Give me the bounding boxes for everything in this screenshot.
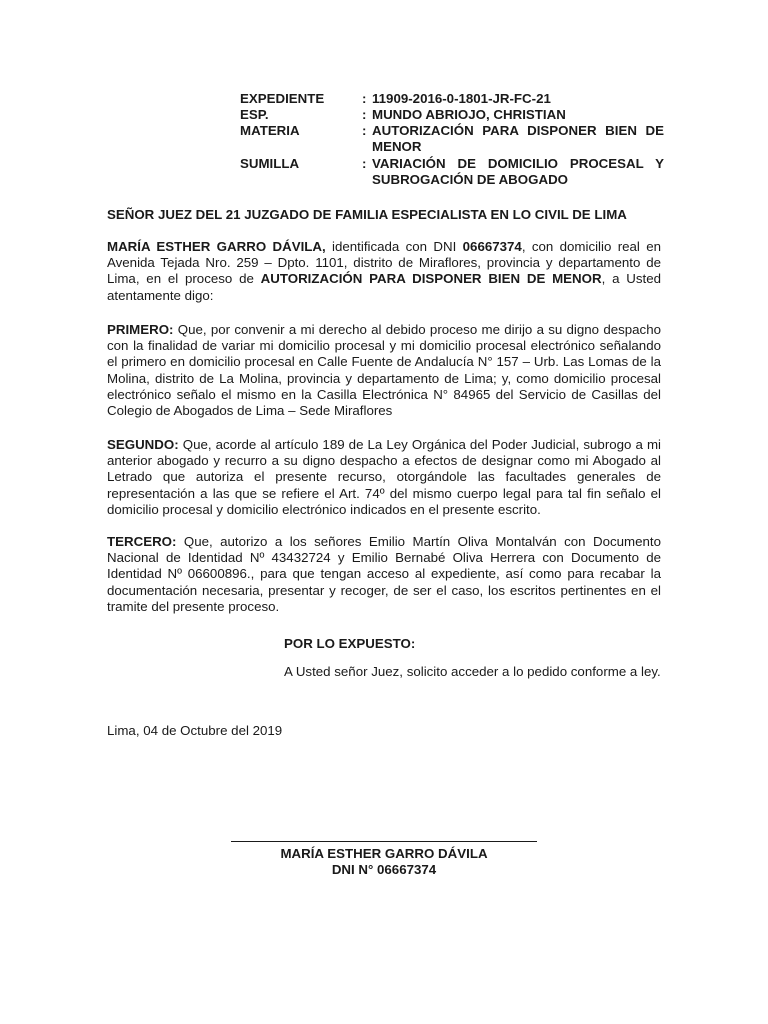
header-value: VARIACIÓN DE DOMICILIO PROCESAL Y SUBROGACIÓN DE ABOGADO: [372, 156, 664, 187]
paragraph-text: Que, autorizo a los señores Emilio Martín Oliva Montalván con Documento Nacional de Identidad Nº 43432724 y Emilio Bernabé Oliva Herrera con Documento de Identidad Nº 06600896., para que tengan acceso al expediente, así como para recabar la documentación necesaria, presentar y recoger, de ser el caso, los escritos pertinentes en el tramite del presente proceso.: [107, 534, 661, 614]
header-row-sumilla: [240, 156, 664, 188]
paragraph-segundo: [107, 437, 661, 518]
date-line: Lima, 04 de Octubre del 2019: [107, 723, 283, 738]
header-value: MUNDO ABRIOJO, CHRISTIAN: [372, 107, 566, 122]
header-row-expediente: [240, 91, 664, 107]
paragraph-heading: SEGUNDO:: [107, 437, 179, 452]
intro-text: , a Usted atentamente digo:: [107, 271, 661, 303]
header-row-materia: [240, 123, 664, 155]
header-label: ESP.: [240, 107, 269, 122]
intro-paragraph: [107, 239, 661, 304]
header-colon: :: [362, 91, 367, 106]
signature-dni: DNI N° 06667374: [331, 862, 437, 877]
header-colon: :: [362, 107, 367, 122]
header-label: SUMILLA: [240, 156, 300, 171]
header-value: AUTORIZACIÓN PARA DISPONER BIEN DE MENOR: [372, 123, 664, 154]
paragraph-text: Que, por convenir a mi derecho al debido proceso me dirijo a su digno despacho con la finalidad de variar mi domicilio procesal y mi domicilio procesal electrónico señalando el primero en domicilio procesal en Calle Fuente de Andalucía N° 157 – Urb. Las Lomas de la Molina, distrito de La Molina, provincia y departamento de Lima; y, como domicilio procesal electrónico señalo el mismo en la Casilla Electrónica N° 84965 del Servicio de Casillas del Colegio de Abogados de Lima – Sede Miraflores: [107, 322, 661, 419]
signature-line: [231, 841, 537, 842]
header-label: MATERIA: [240, 123, 300, 138]
header-label: EXPEDIENTE: [240, 91, 325, 106]
signature-name: MARÍA ESTHER GARRO DÁVILA: [280, 846, 488, 861]
header-colon: :: [362, 156, 367, 171]
paragraph-heading: PRIMERO:: [107, 322, 174, 337]
case-header: [240, 91, 664, 188]
petitioner-name: MARÍA ESTHER GARRO DÁVILA,: [107, 239, 326, 254]
closing-heading: POR LO EXPUESTO:: [284, 636, 416, 651]
addressee-line: SEÑOR JUEZ DEL 21 JUZGADO DE FAMILIA ESPECIALISTA EN LO CIVIL DE LIMA: [107, 207, 627, 222]
header-value: 11909-2016-0-1801-JR-FC-21: [372, 91, 551, 106]
paragraph-heading: TERCERO:: [107, 534, 177, 549]
intro-text: identificada con DNI: [325, 239, 463, 254]
intro-text: , con domicilio real en Avenida Tejada Nro. 259 – Dpto. 1101, distrito de Miraflores, provincia y departamento de Lima, en el proceso de: [107, 239, 661, 287]
petitioner-dni: 06667374: [462, 239, 522, 254]
paragraph-primero: [107, 322, 661, 419]
paragraph-text: Que, acorde al artículo 189 de La Ley Orgánica del Poder Judicial, subrogo a mi anterior abogado y recurro a su digno despacho a efectos de designar como mi Abogado al Letrado que autoriza el presente recurso, otorgándole las facultades generales de representación a las que se refiere el Art. 74º del mismo cuerpo legal para tal fin señalo el domicilio procesal y domicilio electrónico indicados en el presente escrito.: [107, 437, 661, 517]
closing-text: A Usted señor Juez, solicito acceder a lo pedido conforme a ley.: [284, 664, 661, 679]
header-row-esp: [240, 107, 664, 123]
process-name: AUTORIZACIÓN PARA DISPONER BIEN DE MENOR: [260, 271, 602, 287]
paragraph-tercero: [107, 534, 661, 615]
header-colon: :: [362, 123, 367, 138]
